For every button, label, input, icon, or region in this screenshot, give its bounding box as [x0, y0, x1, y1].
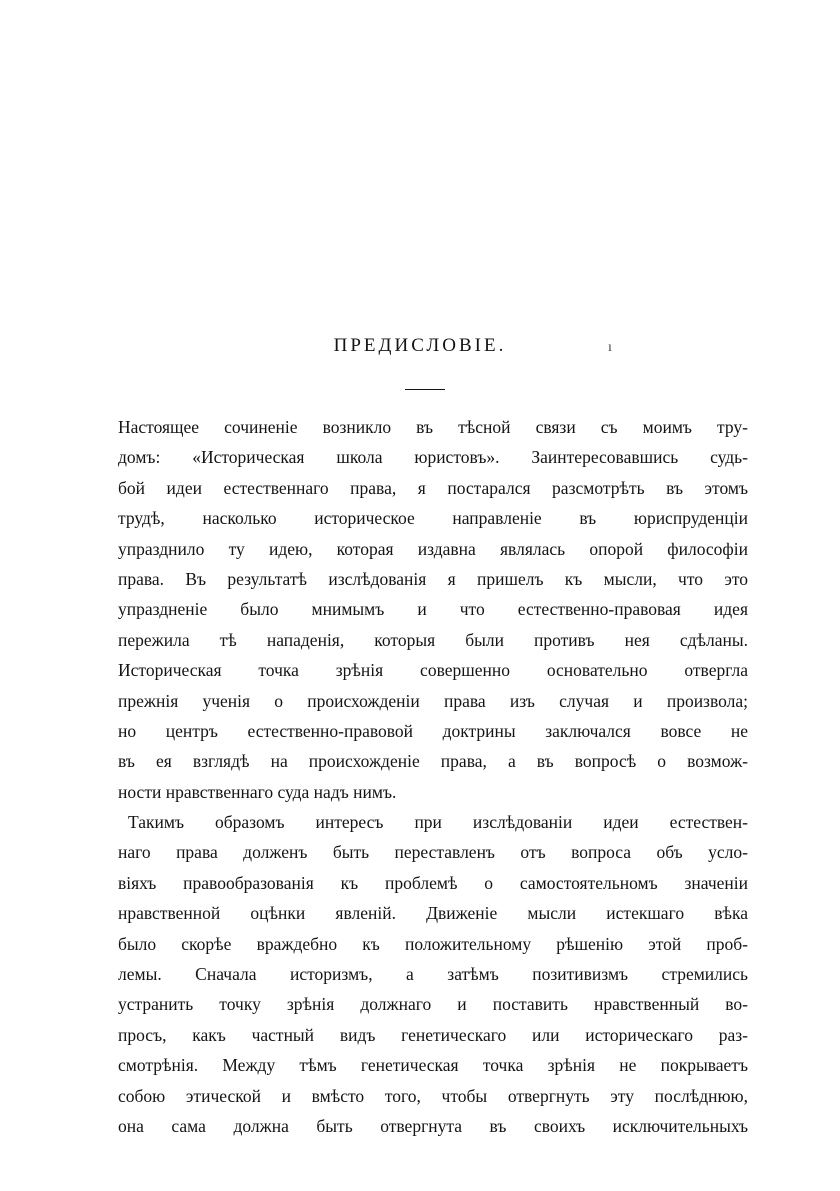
text-line: устранить точку зрѣнія должнаго и поставить нравственный во-: [118, 994, 748, 1015]
text-line: Настоящее сочиненіе возникло въ тѣсной связи съ моимъ тру-: [118, 417, 748, 437]
text-line: было скорѣе враждебно къ положительному рѣшенію этой проб-: [118, 933, 748, 954]
text-line: нравственной оцѣнки явленій. Движеніе мысли истекшаго вѣка: [118, 903, 748, 924]
text-line: домъ: «Историческая школа юристовъ». Заинтересовавшись судь-: [118, 447, 748, 468]
page-title: ПРЕДИСЛОВІЕ.: [333, 335, 507, 356]
text-line: права. Въ результатѣ изслѣдованія я пришелъ къ мысли, что это: [118, 568, 748, 589]
text-line: лемы. Сначала историзмъ, а затѣмъ позитивизмъ стремились: [118, 964, 748, 985]
text-line: упраздненіе было мнимымъ и что естественно-правовая идея: [118, 599, 748, 620]
text-line: смотрѣнія. Между тѣмъ генетическая точка зрѣнія не покрываетъ: [118, 1055, 748, 1076]
text-line: она сама должна быть отвергнута въ своихъ исключительныхъ: [118, 1115, 748, 1136]
text-line: Историческая точка зрѣнія совершенно основательно отвергла: [118, 660, 748, 681]
text-line: віяхъ правообразованія къ проблемѣ о самостоятельномъ значеніи: [118, 872, 748, 893]
text-line: бой идеи естественнаго права, я постарался разсмотрѣть въ этомъ: [118, 477, 748, 498]
text-line: но центръ естественно-правовой доктрины заключался вовсе не: [118, 720, 748, 741]
text-line: упразднило ту идею, которая издавна являлась опорой философіи: [118, 538, 748, 559]
text-line: въ ея взглядѣ на происхожденіе права, а въ вопросѣ о возмож-: [118, 751, 748, 772]
text-line: просъ, какъ частный видъ генетическаго или историческаго раз-: [118, 1024, 748, 1045]
text-line: собою этической и вмѣсто того, чтобы отвергнуть эту послѣднюю,: [118, 1085, 748, 1106]
text-line: Такимъ образомъ интересъ при изслѣдованіи идеи естествен-: [128, 812, 748, 833]
text-line: ности нравственнаго суда надъ нимъ.: [118, 781, 397, 802]
body-text: [118, 412, 748, 1141]
title-mark: ı: [608, 340, 612, 355]
text-line: прежнія ученія о происхожденіи права изъ случая и произвола;: [118, 690, 748, 711]
text-line: наго права долженъ быть переставленъ отъ вопроса объ усло-: [118, 842, 748, 863]
text-line: трудѣ, насколько историческое направленіе въ юриспруденціи: [118, 508, 748, 529]
text-line: пережила тѣ нападенія, которыя были противъ нея сдѣланы.: [118, 629, 748, 650]
title-divider: [405, 389, 445, 390]
